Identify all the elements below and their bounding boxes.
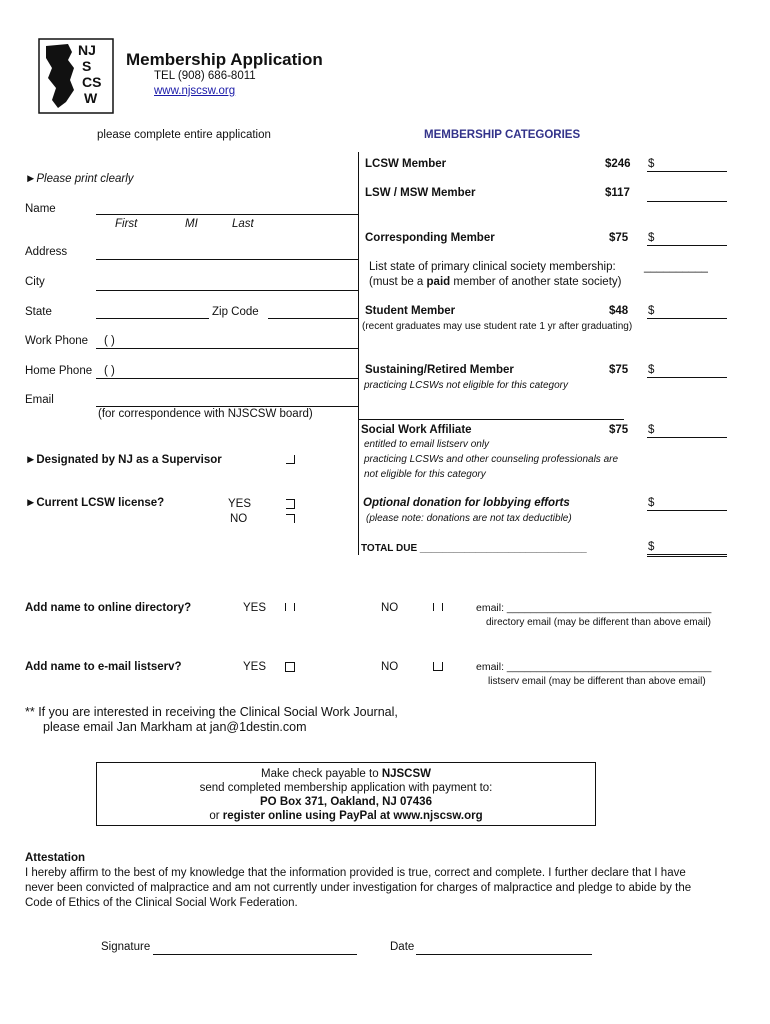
name-label: Name (25, 203, 56, 215)
attestation-text: I hereby affirm to the best of my knowledge that the information provided is true, correct and complete. I further declare that I have never been convicted of malpractice and am not currently under investigation for charges of malpractice and pledge to abide by the Code of Ethics of the Clinical Social Work Federation. (25, 867, 692, 909)
sustaining-note: practicing LCSWs not eligible for this category (364, 380, 568, 391)
license-yes-label: YES (228, 498, 252, 510)
directory-no-label: NO (381, 602, 399, 614)
email-field[interactable] (96, 406, 358, 407)
affiliate-note-3: not eligible for this category (364, 469, 486, 480)
work-phone-paren: ( ) (104, 335, 115, 347)
journal-note-1: ** If you are interested in receiving the Clinical Social Work Journal, (25, 705, 398, 719)
student-amount-field[interactable] (647, 318, 727, 319)
date-field[interactable] (416, 954, 592, 955)
listserv-no-label: NO (381, 661, 399, 673)
corresponding-label: Corresponding Member (365, 232, 495, 244)
categories-heading: MEMBERSHIP CATEGORIES (424, 129, 581, 141)
donation-note: (please note: donations are not tax deductible) (366, 513, 572, 524)
sustaining-price: $75 (609, 364, 629, 376)
license-no-label: NO (230, 513, 248, 525)
corresponding-dollar: $ (648, 232, 655, 244)
listserv-yes-checkbox[interactable] (285, 662, 295, 672)
directory-label: Add name to online directory? (25, 602, 192, 614)
page-title: Membership Application (126, 50, 323, 69)
payment-line-2: send completed membership application with payment to: (199, 782, 493, 794)
signature-field[interactable] (153, 954, 357, 955)
affiliate-note-1: entitled to email listserv only (364, 439, 490, 450)
signature-label: Signature (101, 941, 151, 953)
njscsw-logo (38, 38, 114, 114)
address-label: Address (25, 246, 68, 258)
lcsw-dollar: $ (648, 158, 655, 170)
print-clearly-note: ►Please print clearly (25, 173, 134, 185)
home-phone-paren: ( ) (104, 365, 115, 377)
lsw-label: LSW / MSW Member (365, 187, 476, 199)
student-label: Student Member (365, 305, 456, 317)
zip-label: Zip Code (212, 306, 259, 318)
corresponding-state-field[interactable]: __________ (644, 261, 708, 273)
lsw-price: $117 (605, 187, 630, 199)
listserv-no-checkbox[interactable] (433, 662, 443, 671)
name-field[interactable] (96, 214, 358, 215)
directory-email-field[interactable]: email: ___________________________________ (476, 602, 712, 614)
total-dollar: $ (648, 541, 655, 553)
column-divider (358, 152, 359, 555)
corresponding-price: $75 (609, 232, 629, 244)
affiliate-note-2: practicing LCSWs and other counseling professionals are (364, 454, 619, 465)
donation-label: Optional donation for lobbying efforts (363, 497, 570, 509)
telephone: TEL (908) 686-8011 (154, 70, 256, 82)
name-last-caption: Last (232, 218, 254, 230)
payment-address: PO Box 371, Oakland, NJ 07436 (260, 796, 432, 808)
corresponding-note-2: (must be a paid member of another state society) (369, 276, 622, 288)
directory-yes-label: YES (243, 602, 267, 614)
journal-note-2: please email Jan Markham at jan@1destin.com (43, 720, 307, 734)
work-phone-label: Work Phone (25, 335, 89, 347)
svg-text:CS: CS (82, 74, 102, 90)
student-dollar: $ (648, 305, 655, 317)
sustaining-label: Sustaining/Retired Member (365, 364, 514, 376)
work-phone-field[interactable] (96, 348, 358, 349)
supervisor-label: ►Designated by NJ as a Supervisor (25, 454, 222, 466)
sustaining-dollar: $ (648, 364, 655, 376)
affiliate-label: Social Work Affiliate (361, 424, 472, 436)
lcsw-label: LCSW Member (365, 158, 447, 170)
affiliate-price: $75 (609, 424, 629, 436)
instruction-text: please complete entire application (97, 129, 271, 141)
svg-text:NJ: NJ (78, 42, 96, 58)
name-first-caption: First (115, 218, 138, 230)
svg-text:S: S (82, 58, 92, 74)
directory-yes-checkbox[interactable] (285, 603, 295, 611)
donation-dollar: $ (648, 497, 655, 509)
directory-email-note: directory email (may be different than above email) (486, 617, 711, 628)
listserv-label: Add name to e-mail listserv? (25, 661, 182, 673)
lcsw-amount-field[interactable] (647, 171, 727, 172)
sustaining-amount-field[interactable] (647, 377, 727, 378)
website-link[interactable]: www.njscsw.org (154, 85, 236, 97)
state-label: State (25, 306, 52, 318)
listserv-email-field[interactable]: email: ___________________________________ (476, 661, 712, 673)
state-field[interactable] (96, 318, 209, 319)
student-note: (recent graduates may use student rate 1 yr after graduating) (362, 321, 633, 332)
payment-line-1: Make check payable to NJSCSW (260, 768, 432, 780)
payment-line-4: or register online using PayPal at www.njscsw.org (209, 810, 483, 822)
attestation-heading: Attestation (25, 852, 86, 864)
zip-field[interactable] (268, 318, 358, 319)
payment-instructions-box (96, 762, 596, 826)
student-price: $48 (609, 305, 629, 317)
name-mi-caption: MI (185, 218, 198, 230)
total-amount-field[interactable] (647, 554, 727, 557)
license-yes-checkbox[interactable] (286, 499, 295, 509)
listserv-email-note: listserv email (may be different than above email) (488, 676, 706, 687)
address-field[interactable] (96, 259, 358, 260)
supervisor-checkbox[interactable] (286, 455, 295, 464)
lcsw-price: $246 (605, 158, 631, 170)
total-due-label: TOTAL DUE ______________________________ (361, 543, 587, 554)
email-note: (for correspondence with NJSCSW board) (98, 408, 313, 420)
listserv-yes-label: YES (243, 661, 267, 673)
date-label: Date (390, 941, 415, 953)
home-phone-field[interactable] (96, 378, 358, 379)
corresponding-note-1: List state of primary clinical society membership: (369, 261, 616, 273)
affiliate-amount-field[interactable] (647, 437, 727, 438)
corresponding-amount-field[interactable] (647, 245, 727, 246)
donation-amount-field[interactable] (647, 510, 727, 511)
affiliate-rule (358, 419, 624, 420)
affiliate-dollar: $ (648, 424, 655, 436)
lsw-amount-field[interactable] (647, 201, 727, 202)
license-label: ►Current LCSW license? (25, 497, 165, 509)
license-no-checkbox[interactable] (286, 514, 295, 523)
email-label: Email (25, 394, 54, 406)
city-field[interactable] (96, 290, 358, 291)
directory-no-checkbox[interactable] (433, 603, 443, 611)
home-phone-label: Home Phone (25, 365, 93, 377)
svg-text:W: W (84, 90, 98, 106)
city-label: City (25, 276, 45, 288)
